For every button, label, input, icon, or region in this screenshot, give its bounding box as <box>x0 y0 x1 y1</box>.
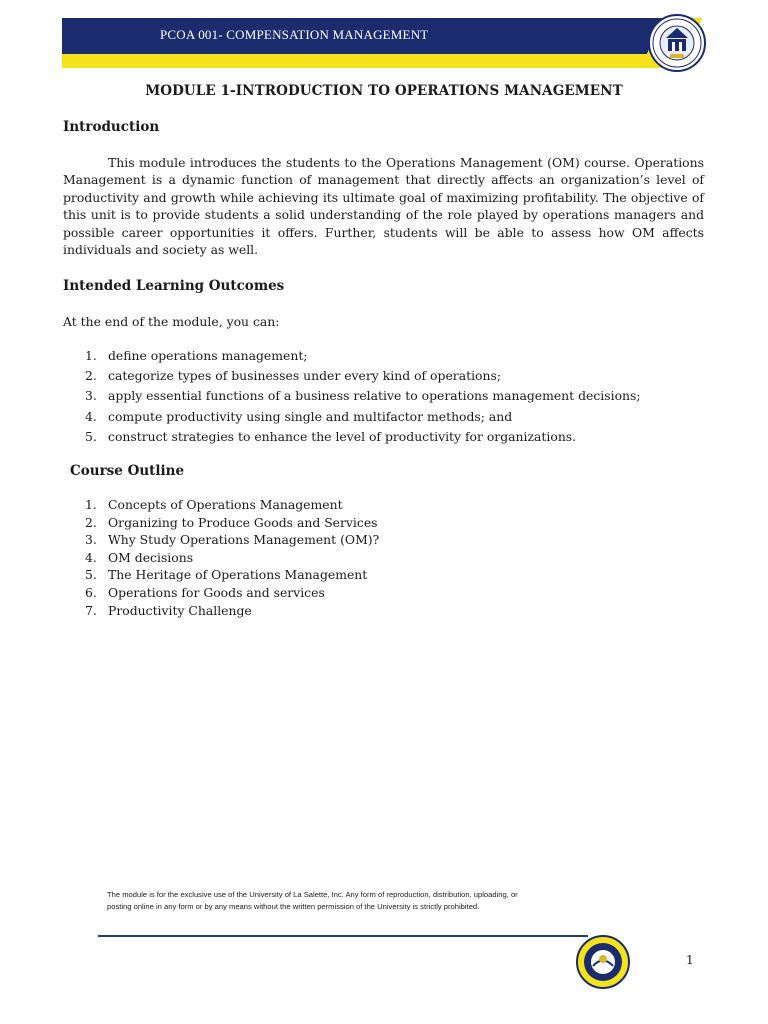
list-item-number: 2. <box>85 368 97 384</box>
list-item-text: Organizing to Produce Goods and Services <box>108 514 378 530</box>
list-item-text: Why Study Operations Management (OM)? <box>108 532 380 548</box>
list-item-text: define operations management; <box>108 348 308 363</box>
list-item <box>85 584 379 602</box>
list-item <box>85 346 641 366</box>
list-item-number: 2. <box>85 514 97 530</box>
header-banner <box>62 18 702 74</box>
list-item-number: 3. <box>85 532 97 548</box>
list-item <box>85 496 379 514</box>
course-title: PCOA 001- COMPENSATION MANAGEMENT <box>160 27 429 42</box>
list-item <box>85 427 641 447</box>
list-item-text: construct strategies to enhance the level of productivity for organizations. <box>108 428 577 444</box>
list-item-number: 4. <box>85 408 97 424</box>
introduction-heading: Introduction <box>63 119 160 135</box>
list-item <box>85 602 379 620</box>
page-number: 1 <box>686 953 694 967</box>
list-item-number: 7. <box>85 602 97 618</box>
list-item-text: apply essential functions of a business relative to operations management decisions; <box>108 388 641 404</box>
list-item-text: categorize types of businesses under every kind of operations; <box>108 368 502 384</box>
university-seal-icon <box>648 14 706 72</box>
copyright-notice <box>107 889 577 914</box>
learning-outcomes-list <box>85 346 641 447</box>
list-item-number: 5. <box>85 567 97 583</box>
course-outline-heading: Course Outline <box>70 463 185 479</box>
list-item-text: The Heritage of Operations Management <box>108 567 368 583</box>
module-title: MODULE 1-INTRODUCTION TO OPERATIONS MANAGEMENT <box>145 83 623 99</box>
list-item-number: 6. <box>85 584 97 600</box>
footer-divider <box>98 935 588 937</box>
list-item-number: 1. <box>85 497 97 512</box>
list-item-number: 3. <box>85 388 97 404</box>
list-item <box>85 531 379 549</box>
list-item-text: Productivity Challenge <box>108 602 252 618</box>
list-item-text: compute productivity using single and multifactor methods; and <box>108 408 513 424</box>
list-item <box>85 386 641 406</box>
course-outline-list <box>85 496 379 619</box>
list-item-number: 1. <box>85 348 97 363</box>
list-item-text: Operations for Goods and services <box>108 584 325 600</box>
list-item <box>85 549 379 567</box>
learning-outcomes-heading: Intended Learning Outcomes <box>63 278 285 294</box>
list-item-number: 4. <box>85 549 97 565</box>
copyright-notice-line: The module is for the exclusive use of the University of La Salette, Inc. Any form of reproduction, distribution, uploading, or <box>107 890 518 899</box>
list-item <box>85 366 641 386</box>
list-item <box>85 407 641 427</box>
copyright-notice-line: posting online in any form or by any means without the written permission of the University is strictly prohibited. <box>107 902 480 912</box>
department-seal-icon <box>576 935 630 989</box>
list-item <box>85 566 379 584</box>
list-item-number: 5. <box>85 428 97 444</box>
list-item-text: OM decisions <box>108 549 194 565</box>
introduction-paragraph: This module introduces the students to the Operations Management (OM) course. Operations Management is a dynamic function of management that directly affects an organization’s level of productivity and growth while achieving its ultimate goal of maximizing profitability. The objective of this unit is to provide students a solid understanding of the role played by operations managers and possible career opportunities it offers. Further, students will be able to assess how OM affects individuals and society as well. <box>63 155 704 258</box>
list-item-text: Concepts of Operations Management <box>108 497 343 512</box>
learning-outcomes-lead: At the end of the module, you can: <box>63 314 280 329</box>
list-item <box>85 514 379 532</box>
